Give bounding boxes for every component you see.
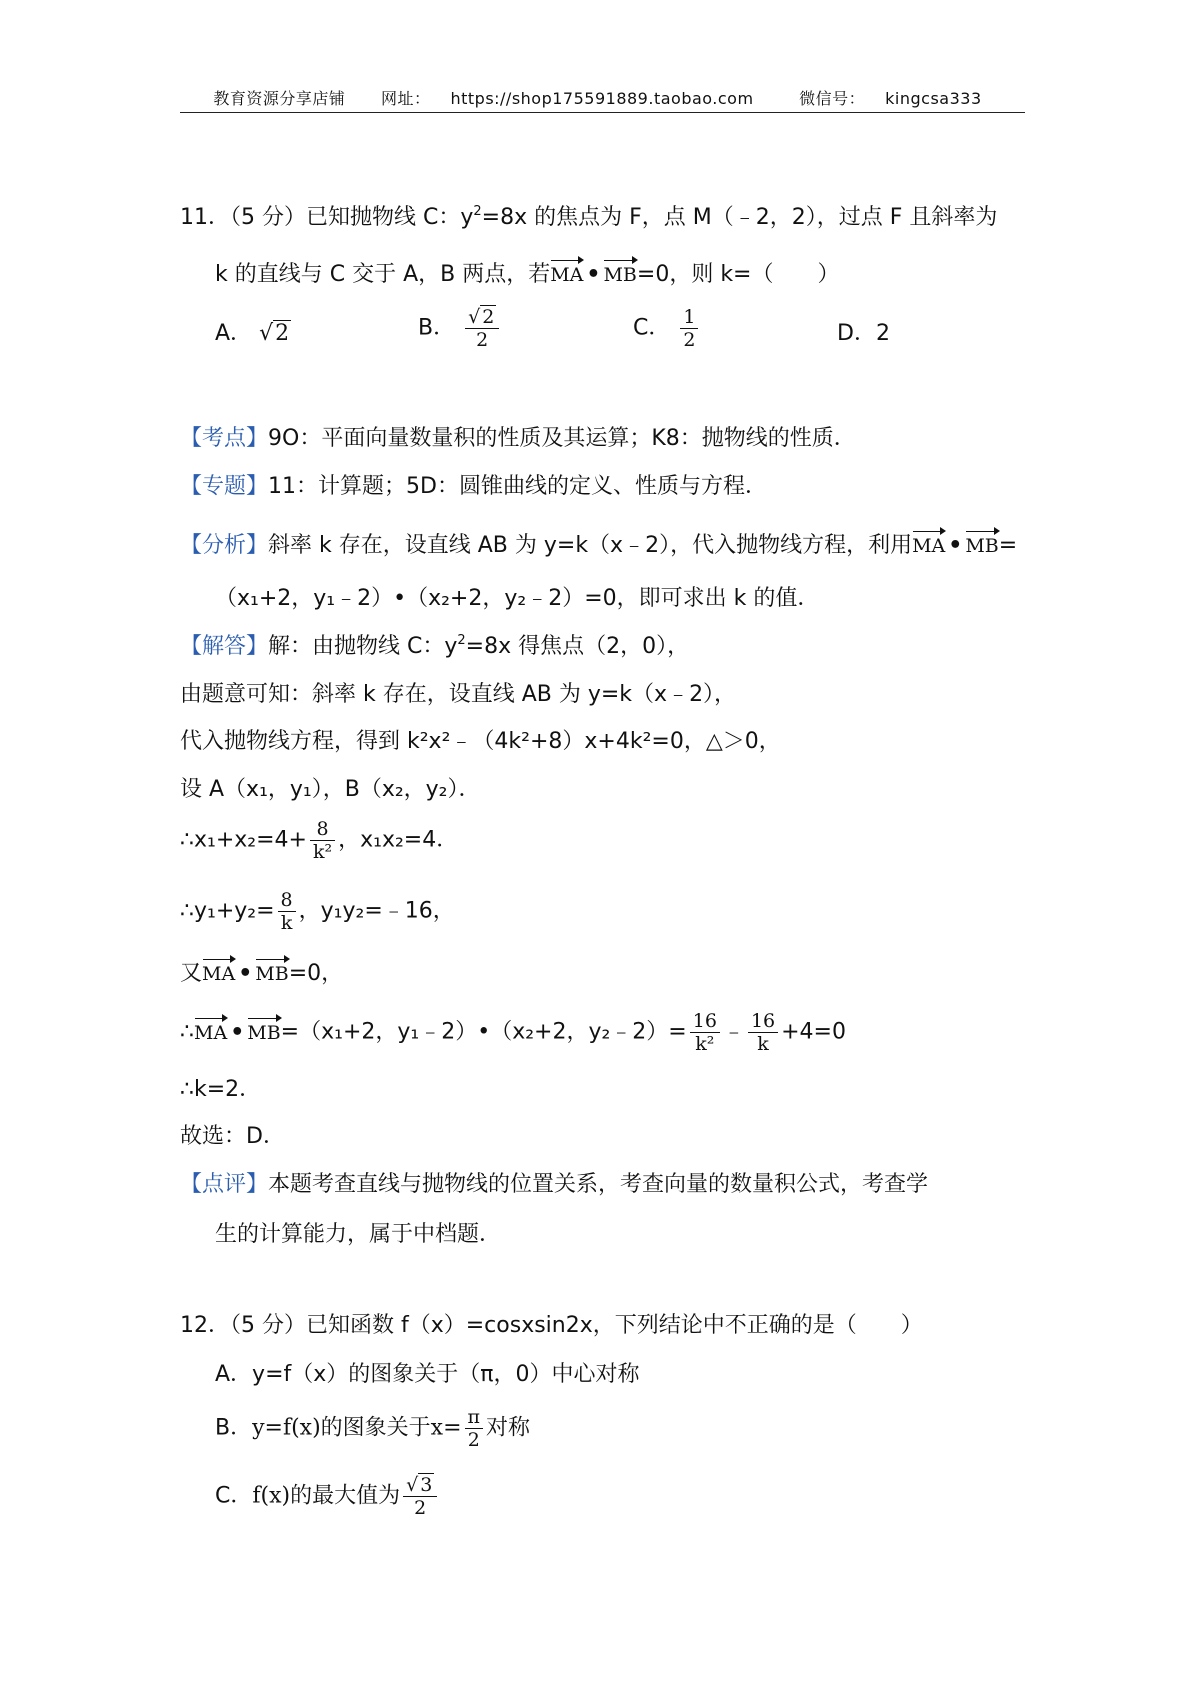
vector-ma: MA bbox=[550, 258, 583, 290]
jieda-line10: 故选：D． bbox=[180, 1124, 285, 1149]
q11-stem-line1: 11．（5 分）已知抛物线 C：$y^2=8x$ 的焦点为 F，点 M（﹣2，2），过点 F 且斜率为 bbox=[180, 204, 998, 230]
q11-option-d: D．2 bbox=[837, 321, 890, 346]
header-wechat-label: 微信号： bbox=[799, 89, 866, 108]
q11-option-a: A． √2 bbox=[215, 321, 290, 346]
sqrt-symbol: √2 bbox=[259, 321, 290, 346]
jieda-line7: 又MA • MB=0， bbox=[180, 957, 343, 989]
zhuanti-tag: 【专题】 bbox=[180, 474, 269, 499]
jieda-line2: 由题意可知：斜率 k 存在，设直线 AB 为 y=k（x﹣2）， bbox=[180, 682, 737, 707]
jieda-line5: ∴x₁+x₂=4+ $\frac{8}{\text{k²}}$ ，x₁x₂=4． bbox=[180, 818, 459, 863]
jieda-tag: 【解答】 bbox=[180, 634, 269, 659]
dianping-tag: 【点评】 bbox=[180, 1172, 269, 1197]
fenxi-line2: （x₁+2，y₁﹣2）•（x₂+2，y₂﹣2）=0，即可求出 k 的值． bbox=[215, 586, 820, 611]
q12-option-b: B．y=f(x)的图象关于x= $\frac{\pi}{2}$ 对称 bbox=[215, 1406, 531, 1451]
q11-option-c: C． $\frac{1}{2}$ bbox=[633, 306, 701, 351]
q12-stem: 12．（5 分）已知函数 f（x）=cosxsin2x，下列结论中不正确的是（ ） bbox=[180, 1313, 923, 1338]
kaodian-line: 【考点】9O：平面向量数量积的性质及其运算；K8：抛物线的性质． bbox=[180, 426, 856, 451]
fenxi-line1: 【分析】斜率 k 存在，设直线 AB 为 y=k（x﹣2），代入抛物线方程，利用MA • MB= bbox=[180, 529, 1017, 561]
q12-option-c: C．f(x)的最大值为 $\frac{√ 3}{2}$ bbox=[215, 1474, 440, 1519]
header-wechat: kingcsa333 bbox=[885, 89, 982, 108]
header-url: https://shop175591889.taobao.com bbox=[450, 89, 754, 108]
dianping-line2: 生的计算能力，属于中档题． bbox=[215, 1222, 502, 1247]
q11-option-b: B． $\frac{√ 2}{2}$ bbox=[418, 306, 502, 351]
header-url-label: 网址： bbox=[380, 89, 431, 108]
jieda-line9: ∴k=2． bbox=[180, 1077, 262, 1102]
fenxi-tag: 【分析】 bbox=[180, 533, 269, 558]
dianping-line1: 【点评】本题考查直线与抛物线的位置关系，考查向量的数量积公式，考查学 bbox=[180, 1172, 929, 1197]
page-header bbox=[180, 86, 1025, 109]
header-divider bbox=[180, 112, 1025, 113]
jieda-line3: 代入抛物线方程，得到 k²x²﹣（4k²+8）x+4k²=0，△＞0， bbox=[180, 729, 781, 754]
vector-mb: MB bbox=[603, 258, 636, 290]
header-shop: 教育资源分享店铺 bbox=[213, 89, 346, 108]
jieda-line6: ∴y₁+y₂= $\frac{8}{k}$ ，y₁y₂=﹣16， bbox=[180, 889, 455, 934]
jieda-line8: ∴MA • MB=（x₁+2，y₁﹣2）•（x₂+2，y₂﹣2）= $\frac{16}{\text{k²}}$ ﹣ $\frac{16}{k}$ +4=0 bbox=[180, 1010, 846, 1055]
kaodian-tag: 【考点】 bbox=[180, 426, 269, 451]
jieda-line1: 【解答】解：由抛物线 C：$y^2=8x$ 得焦点（2，0）， bbox=[180, 633, 690, 659]
q12-option-a: A．y=f（x）的图象关于（π，0）中心对称 bbox=[215, 1362, 640, 1387]
zhuanti-line: 【专题】11：计算题；5D：圆锥曲线的定义、性质与方程． bbox=[180, 474, 767, 499]
jieda-line4: 设 A（x₁，y₁），B（x₂，y₂）． bbox=[180, 777, 481, 802]
q11-stem-line2: k 的直线与 C 交于 A，B 两点，若MA • MB=0，则 k=（ ） bbox=[215, 258, 840, 290]
